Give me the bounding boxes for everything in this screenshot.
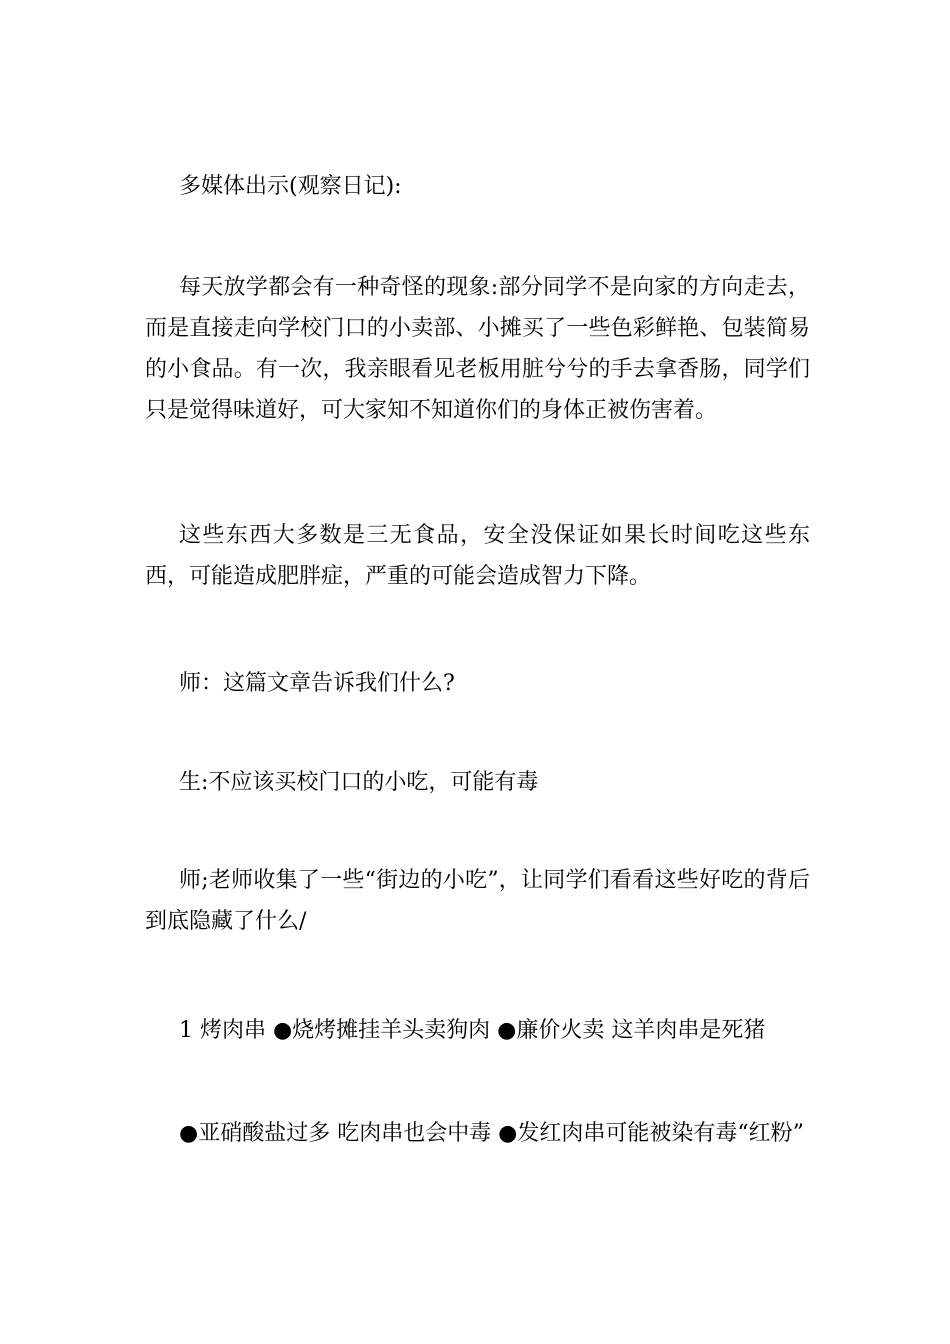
student-answer: 生:不应该买校门口的小吃，可能有毒	[179, 770, 539, 795]
three-no-food-paragraph: 这些东西大多数是三无食品，安全没保证如果长时间吃这些东西，可能造成肥胖症，严重的可能会造成智力下降。	[145, 523, 810, 589]
list-item-kebab: 1 烤肉串 ●烧烤摊挂羊头卖狗肉 ●廉价火卖 这羊肉串是死猪	[179, 1018, 766, 1043]
teacher-question: 师：这篇文章告诉我们什么?	[179, 671, 455, 696]
list-item-nitrite: ●亚硝酸盐过多 吃肉串也会中毒 ●发红肉串可能被染有毒“红粉”	[179, 1121, 804, 1146]
teacher-statement: 师;老师收集了一些“街边的小吃”，让同学们看看这些好吃的背后到底隐藏了什么/	[145, 868, 810, 934]
multimedia-heading: 多媒体出示(观察日记):	[179, 174, 402, 199]
observation-diary-paragraph: 每天放学都会有一种奇怪的现象:部分同学不是向家的方向走去，而是直接走向学校门口的小卖部、小摊买了一些色彩鲜艳、包装简易的小食品。有一次，我亲眼看见老板用脏兮兮的手去拿香肠，同学们只是觉得味道好，可大家知不知道你们的身体正被伤害着。	[145, 275, 810, 423]
